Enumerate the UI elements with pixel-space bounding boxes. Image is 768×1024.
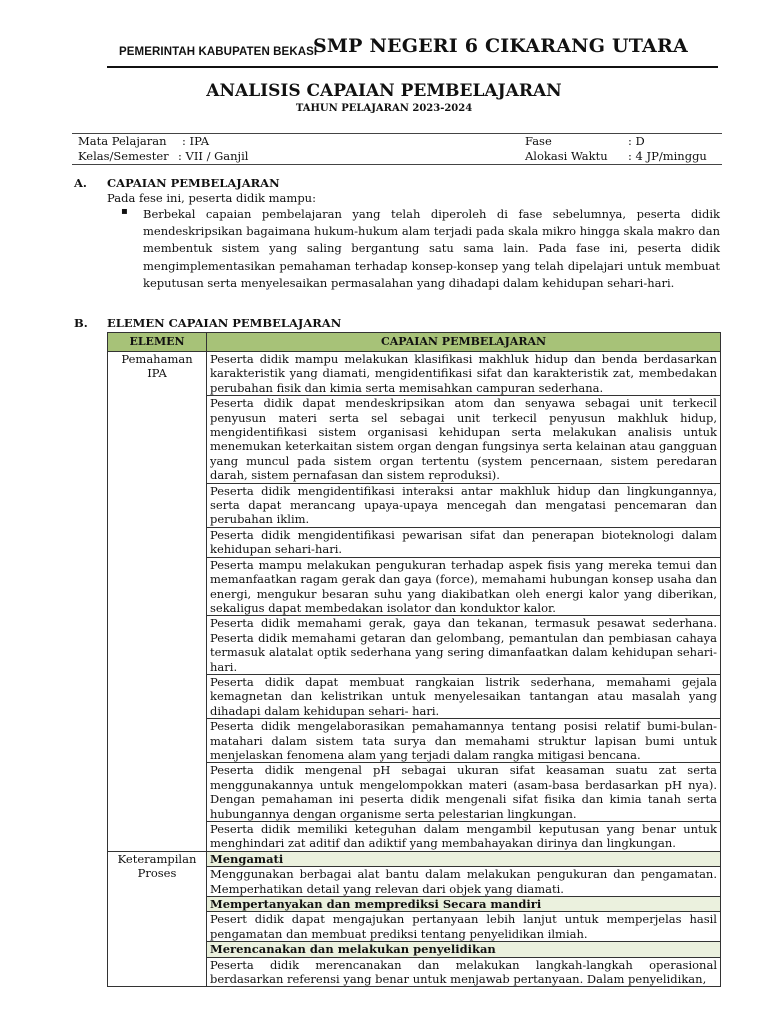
info-bottom-rule (72, 164, 722, 165)
time-label: Alokasi Waktu (525, 149, 608, 163)
cp-cell: Peserta mampu melakukan pengukuran terhadap aspek fisis yang mereka temui dan memanfaatkan ragam gerak dan gaya (force), memahami hubungan konsep usaha dan energi, mengukur besaran suhu yang diakibatkan oleh energi kalor yang diberikan, sekaligus dapat membedakan isolator dan konduktor kalor. (207, 557, 721, 616)
cp-cell: Peserta didik mengenal pH sebagai ukuran sifat keasaman suatu zat serta menggunakannya untuk mengelompokkan materi (asam-basa berdasarkan pH nya). Dengan pemahaman ini peserta didik mengenali sifat fisika dan kimia tanah serta hubungannya dengan organisme serta pelestarian lingkungan. (207, 763, 721, 822)
table-row (108, 851, 721, 866)
section-b-letter: B. (74, 316, 88, 330)
section-a-bullet: Berbekal capaian pembelajaran yang telah diperoleh di fase sebelumnya, peserta didik mendeskripsikan bagaimana hukum-hukum alam terjadi pada skala mikro hingga skala makro dan membentuk sistem yang saling bergantung satu sama lain. Pada fase ini, peserta didik mengimplementasikan pemahaman terhadap konsep-konsep yang telah dipelajari untuk membuat keputusan serta menyelesaikan permasalahan yang dihadapi dalam kehidupan sehari-hari. (143, 207, 720, 290)
element-keterampilan-proses: Keterampilan Proses (108, 851, 207, 987)
cp-cell: Peserta didik mampu melakukan klasifikasi makhluk hidup dan benda berdasarkan karakteristik yang diamati, mengidentifikasi sifat dan karakteristik zat, membedakan perubahan fisik dan kimia serta memisahkan campuran sederhana. (207, 352, 721, 396)
section-a-intro: Pada fese ini, peserta didik mampu: (107, 191, 316, 205)
info-row-subject (78, 134, 716, 148)
subheading-cell: Mempertanyakan dan memprediksi Secara mandiri (207, 897, 721, 912)
cp-cell: Pesert didik dapat mengajukan pertanyaan lebih lanjut untuk memperjelas hasil pengamatan dan membuat prediksi tentang penyelidikan ilmiah. (207, 912, 721, 942)
column-header-element: ELEMEN (108, 333, 207, 352)
cp-cell: Peserta didik memahami gerak, gaya dan tekanan, termasuk pesawat sederhana. Peserta didik memahami getaran dan gelombang, pemantulan dan pembiasan cahaya termasuk alatalat optik sederhana yang sering dimanfaatkan dalam kehidupan sehari-hari. (207, 616, 721, 675)
phase-value: : D (628, 134, 645, 148)
phase-label: Fase (525, 134, 552, 148)
document-subtitle: TAHUN PELAJARAN 2023-2024 (295, 103, 473, 114)
info-row-class (78, 149, 716, 163)
subject-value: : IPA (182, 134, 210, 148)
subject-label: Mata Pelajaran (78, 134, 167, 148)
cp-cell: Peserta didik mengelaborasikan pemahamannya tentang posisi relatif bumi-bulan-matahari dalam sistem tata surya dan memahami struktur lapisan bumi untuk menjelaskan fenomena alam yang terjadi dalam rangka mitigasi bencana. (207, 719, 721, 763)
element-pemahaman-ipa: Pemahaman IPA (108, 352, 207, 852)
time-value: : 4 JP/minggu (628, 149, 707, 163)
class-label: Kelas/Semester (78, 149, 169, 163)
section-a-letter: A. (74, 176, 87, 190)
cp-cell: Peserta didik mengidentifikasi pewarisan sifat dan penerapan bioteknologi dalam kehidupan sehari-hari. (207, 527, 721, 557)
table-row (108, 352, 721, 396)
table-header-row (108, 333, 721, 352)
school-name: SMP NEGERI 6 CIKARANG UTARA (313, 35, 688, 57)
cp-table (107, 332, 721, 987)
cp-cell: Peserta didik dapat membuat rangkaian listrik sederhana, memahami gejala kemagnetan dan kelistrikan untuk menyelesaikan tantangan atau masalah yang dihadapi dalam kehidupan sehari- hari. (207, 674, 721, 718)
section-b-title: ELEMEN CAPAIAN PEMBELAJARAN (107, 316, 342, 330)
letterhead (107, 34, 718, 68)
column-header-cp: CAPAIAN PEMBELAJARAN (207, 333, 721, 352)
subheading-cell: Mengamati (207, 851, 721, 866)
cp-cell: Peserta didik merencanakan dan melakukan langkah-langkah operasional berdasarkan referensi yang benar untuk menjawab pertanyaan. Dalam penyelidikan, (207, 957, 721, 987)
section-a-title: CAPAIAN PEMBELAJARAN (107, 176, 280, 190)
cp-cell: Peserta didik mengidentifikasi interaksi antar makhluk hidup dan lingkungannya, serta dapat merancang upaya-upaya mencegah dan mengatasi pencemaran dan perubahan iklim. (207, 483, 721, 527)
document-title: ANALISIS CAPAIAN PEMBELAJARAN (206, 81, 562, 101)
class-value: : VII / Ganjil (178, 149, 249, 163)
cp-cell: Menggunakan berbagai alat bantu dalam melakukan pengukuran dan pengamatan. Memperhatikan detail yang relevan dari objek yang diamati. (207, 867, 721, 897)
bullet-icon: ▪ (121, 206, 128, 217)
cp-cell: Peserta didik dapat mendeskripsikan atom dan senyawa sebagai unit terkecil penyusun materi serta sel sebagai unit terkecil penyusun makhluk hidup, mengidentifikasi sistem organisasi kehidupan serta melakukan analisis untuk menemukan keterkaitan sistem organ dengan fungsinya serta kelainan atau gangguan yang muncul pada sistem organ tertentu (system pencernaan, sistem peredaran darah, sistem pernafasan dan sistem reproduksi). (207, 396, 721, 483)
cp-cell: Peserta didik memiliki keteguhan dalam mengambil keputusan yang benar untuk menghindari zat aditif dan adiktif yang membahayakan dirinya dan lingkungan. (207, 822, 721, 852)
government-name: PEMERINTAH KABUPATEN BEKASI (119, 46, 318, 58)
subheading-cell: Merencanakan dan melakukan penyelidikan (207, 942, 721, 957)
